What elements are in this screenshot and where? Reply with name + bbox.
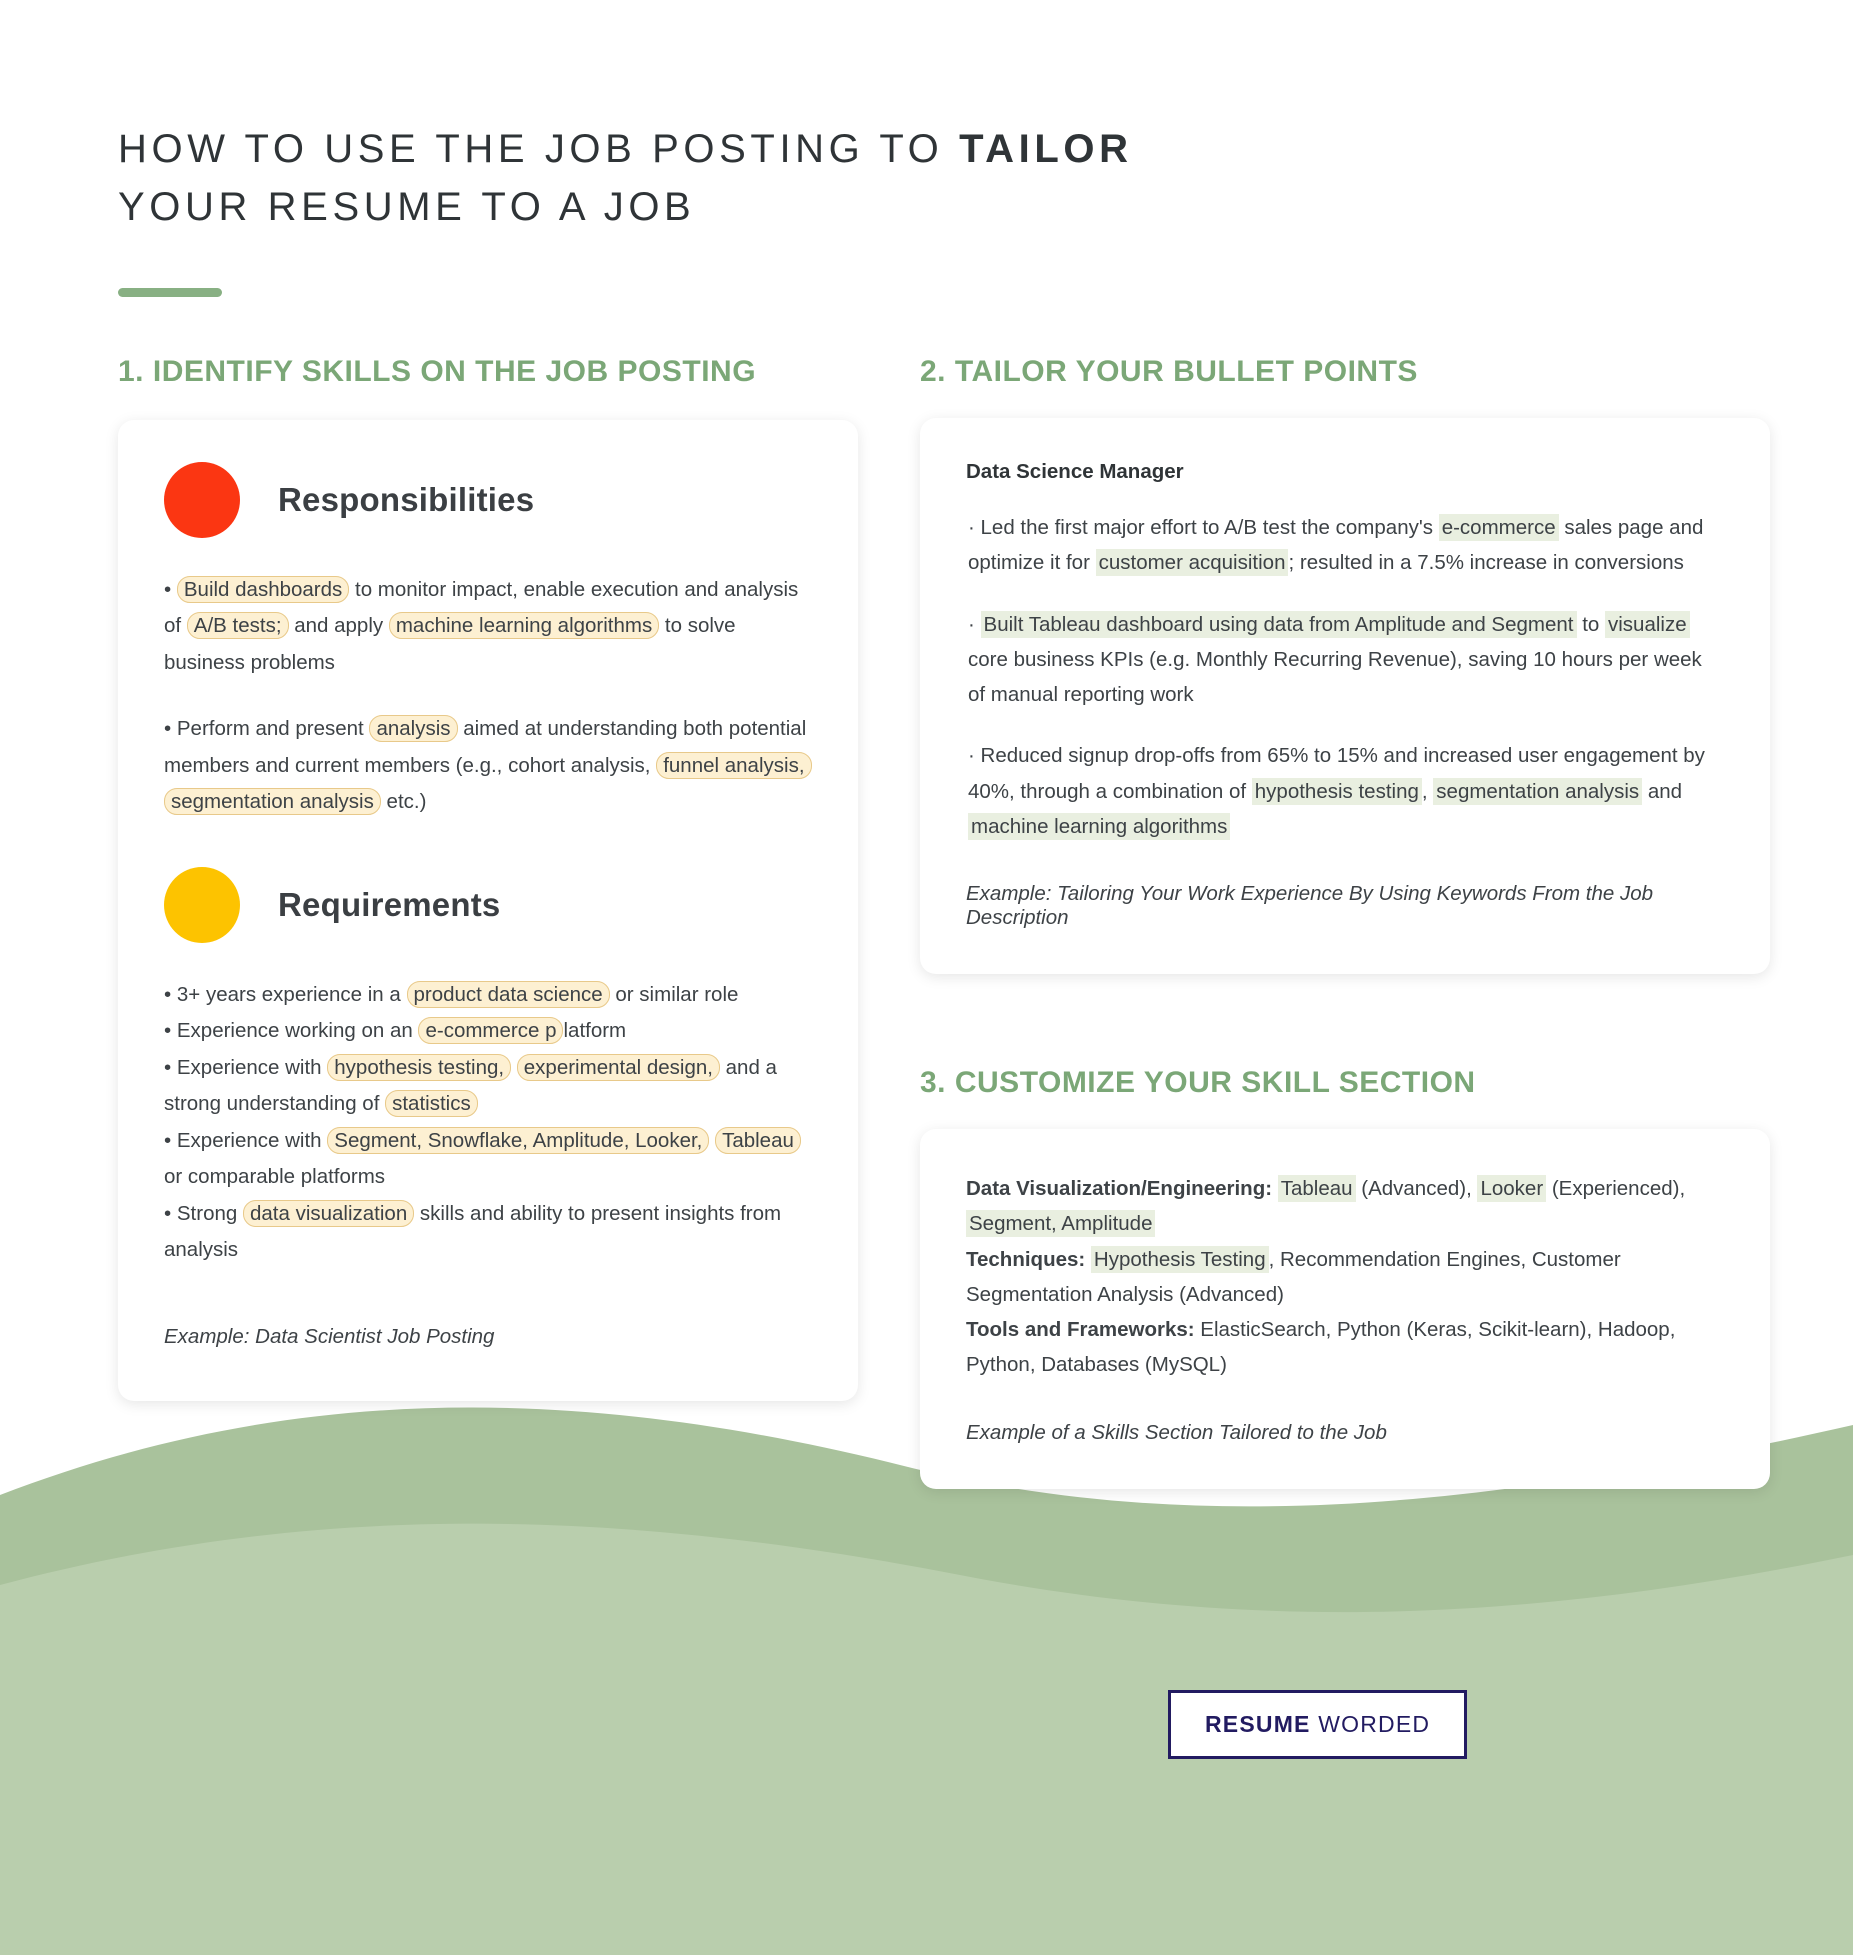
page-title-line1-plain: HOW TO USE THE JOB POSTING TO [118,127,960,171]
skill-line [966,1242,1724,1313]
page-header [0,0,1853,297]
text-run: to [1576,612,1605,636]
skill-line [966,1171,1724,1242]
brand-logo [1168,1690,1467,1759]
job-posting-card [118,420,858,1401]
text-run: (Advanced), [1355,1177,1478,1200]
highlighted-keyword: experimental design, [517,1054,720,1081]
text-run: or comparable platforms [164,1165,386,1189]
text-run: • [164,578,177,601]
text-run: sales page and optimize it for [968,516,1704,575]
logo-bold-text: RESUME [1205,1711,1311,1737]
highlighted-keyword: Built Tableau dashboard using data from Amplitude and Segment [981,611,1577,638]
text-run: aimed at understanding both potential members and current members (e.g., cohort analysis, [164,717,807,777]
highlighted-keyword: analysis [369,715,457,742]
text-run: · Led the first major effort to A/B test the company's [968,516,1439,539]
text-run: Data Visualization/Engineering: [966,1177,1278,1200]
title-underline-rule [118,288,222,297]
text-run: and apply [288,614,389,638]
responsibility-item [164,572,812,681]
column-left [118,349,858,1489]
section-3-heading: 3. CUSTOMIZE YOUR SKILL SECTION [920,1066,1476,1099]
responsibilities-list [164,572,812,821]
skills-example-caption: Example of a Skills Section Tailored to the Job [966,1420,1387,1444]
text-run: ; resulted in a 7.5% increase in conversions [1288,551,1684,575]
highlighted-keyword: machine learning algorithms [389,612,659,639]
page-title [118,120,1418,236]
red-dot-icon [164,462,240,538]
text-run: • Experience working on an [164,1019,419,1043]
highlighted-keyword: Tableau [1278,1175,1356,1202]
responsibility-item [164,711,812,820]
content-columns [0,297,1853,1489]
highlighted-keyword: hypothesis testing, [327,1054,511,1081]
highlighted-keyword: Segment, Amplitude [966,1210,1155,1237]
text-run: , [1421,779,1434,803]
text-run: • 3+ years experience in a [164,982,407,1006]
section-2-heading: 2. TAILOR YOUR BULLET POINTS [920,355,1418,388]
requirement-item [164,1123,812,1196]
highlighted-keyword: e-commerce [1439,514,1559,541]
yellow-dot-icon [164,867,240,943]
skills-list [966,1171,1724,1383]
logo-light-text: WORDED [1310,1711,1431,1737]
resume-bullet [966,738,1724,844]
highlighted-keyword: Segment, Snowflake, Amplitude, Looker, [327,1127,709,1154]
text-run: Techniques: [966,1247,1091,1271]
text-run: • Experience with [164,1128,328,1152]
highlighted-keyword: visualize [1605,611,1690,638]
text-run: • Perform and present [164,717,370,741]
text-run [511,1056,517,1079]
text-run: , Recommendation Engines, Customer Segmentation Analysis (Advanced) [966,1247,1621,1306]
requirements-header [164,867,812,943]
highlighted-keyword: statistics [385,1090,478,1117]
highlighted-keyword: data visualization [243,1200,414,1227]
column-right [920,349,1770,1489]
text-run: · Reduced signup drop-offs from 65% to 15% and increased user engagement by 40%, through a combination of [968,744,1705,803]
resume-bullet [966,510,1724,581]
section-1-heading: 1. IDENTIFY SKILLS ON THE JOB POSTING [118,355,757,388]
highlighted-keyword: hypothesis testing [1252,778,1422,805]
bullet-points-example-caption: Example: Tailoring Your Work Experience By Using Keywords From the Job Description [966,882,1654,929]
page-title-line2: YOUR RESUME TO A JOB [118,185,696,229]
requirement-item [164,1050,812,1123]
text-run: (Experienced), [1546,1177,1686,1200]
text-run: core business KPIs (e.g. Monthly Recurring Revenue), saving 10 hours per week of manual reporting work [968,647,1702,706]
bullet-points-card [920,418,1770,974]
text-run: or similar role [609,982,739,1006]
text-run: and [1642,779,1683,803]
requirement-item [164,1013,812,1049]
tailored-bullets-list [966,510,1724,844]
requirement-item [164,977,812,1013]
resume-bullet [966,607,1724,713]
skill-line [966,1312,1724,1383]
highlighted-keyword: product data science [407,981,610,1008]
highlighted-keyword: segmentation analysis [164,788,381,815]
requirements-label: Requirements [278,885,501,923]
resume-job-title: Data Science Manager [966,460,1184,483]
text-run: and a strong understanding of [164,1055,777,1116]
highlighted-keyword: customer acquisition [1096,549,1289,576]
skills-section-card [920,1129,1770,1489]
highlighted-keyword: segmentation analysis [1433,778,1642,805]
text-run: · [968,612,981,636]
highlighted-keyword: A/B tests; [187,612,289,639]
highlighted-keyword: funnel analysis, [656,752,811,779]
highlighted-keyword: Hypothesis Testing [1091,1246,1269,1273]
resume-worded-logo [1168,1690,1467,1759]
job-posting-example-caption: Example: Data Scientist Job Posting [164,1324,495,1348]
page-title-line1-bold: TAILOR [959,127,1133,171]
text-run: latform [563,1019,627,1043]
highlighted-keyword: Build dashboards [177,576,349,603]
text-run: ElasticSearch, Python (Keras, Scikit-learn), Hadoop, Python, Databases (MySQL) [966,1318,1676,1377]
highlighted-keyword: Tableau [715,1127,801,1154]
text-run: skills and ability to present insights from analysis [164,1201,782,1262]
text-run: to solve business problems [164,614,736,674]
responsibilities-header [164,462,812,538]
text-run: Tools and Frameworks: [966,1318,1201,1341]
highlighted-keyword: e-commerce p [418,1017,563,1044]
highlighted-keyword: Looker [1477,1175,1546,1202]
requirement-item [164,1196,812,1269]
text-run: to monitor impact, enable execution and analysis of [164,578,799,638]
text-run: • Experience with [164,1055,328,1079]
responsibilities-label: Responsibilities [278,481,535,518]
text-run: • Strong [164,1201,243,1225]
text-run: etc.) [380,790,427,814]
requirements-list [164,977,812,1269]
highlighted-keyword: machine learning algorithms [968,813,1230,840]
